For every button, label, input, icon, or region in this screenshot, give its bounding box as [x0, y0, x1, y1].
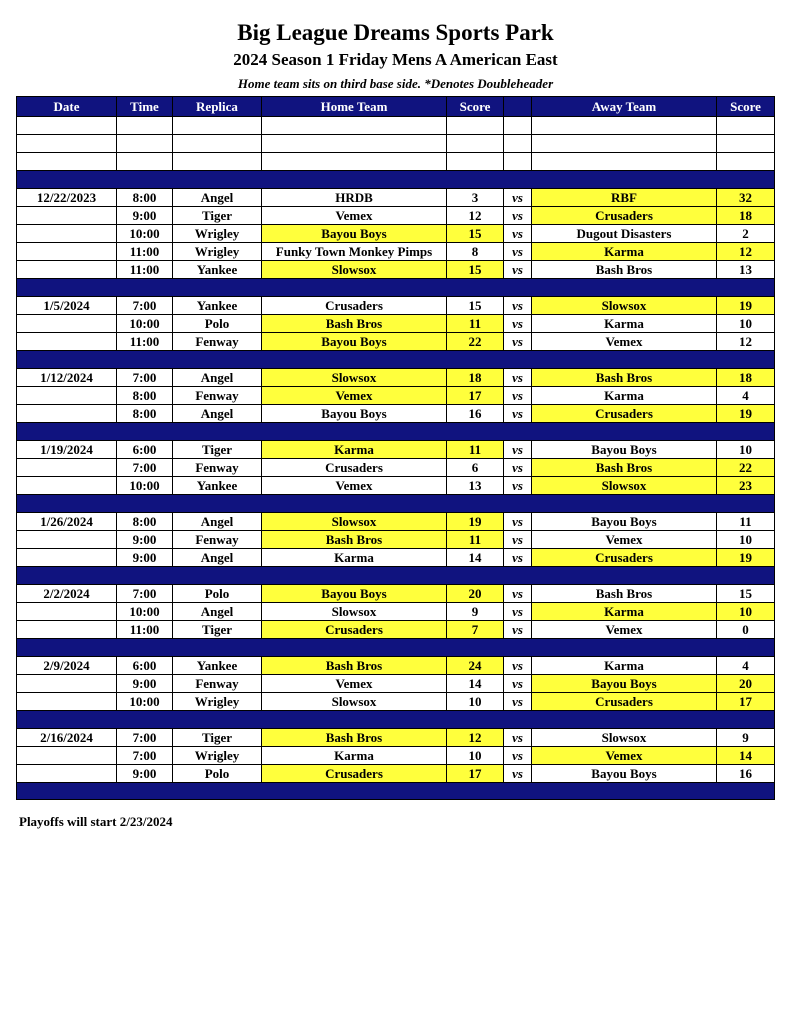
home-team: Bayou Boys — [262, 585, 447, 603]
home-team: Vemex — [262, 387, 447, 405]
home-team: Crusaders — [262, 765, 447, 783]
home-team: Bayou Boys — [262, 405, 447, 423]
game-replica: Fenway — [173, 531, 262, 549]
home-score: 11 — [447, 441, 504, 459]
away-team: Crusaders — [532, 405, 717, 423]
game-row — [17, 243, 775, 261]
home-score: 10 — [447, 693, 504, 711]
game-time: 9:00 — [117, 531, 173, 549]
game-replica: Polo — [173, 585, 262, 603]
home-score: 17 — [447, 387, 504, 405]
game-row — [17, 621, 775, 639]
away-team: Slowsox — [532, 477, 717, 495]
game-date — [17, 549, 117, 567]
vs-label: vs — [504, 765, 532, 783]
game-row — [17, 477, 775, 495]
vs-label: vs — [504, 315, 532, 333]
vs-label: vs — [504, 621, 532, 639]
vs-label: vs — [504, 549, 532, 567]
col-away-team-header: Away Team — [532, 97, 717, 117]
game-date — [17, 207, 117, 225]
game-row — [17, 657, 775, 675]
game-time: 7:00 — [117, 585, 173, 603]
vs-label: vs — [504, 261, 532, 279]
game-replica: Tiger — [173, 729, 262, 747]
away-score: 15 — [717, 585, 775, 603]
game-date — [17, 261, 117, 279]
away-score: 23 — [717, 477, 775, 495]
game-date — [17, 315, 117, 333]
home-score: 15 — [447, 225, 504, 243]
away-team: Bayou Boys — [532, 441, 717, 459]
game-row — [17, 693, 775, 711]
game-replica: Fenway — [173, 459, 262, 477]
game-row — [17, 387, 775, 405]
vs-label: vs — [504, 477, 532, 495]
home-score: 22 — [447, 333, 504, 351]
vs-label: vs — [504, 243, 532, 261]
home-team: Slowsox — [262, 693, 447, 711]
game-row — [17, 675, 775, 693]
game-date — [17, 225, 117, 243]
game-date: 2/9/2024 — [17, 657, 117, 675]
separator-bar — [17, 711, 775, 729]
game-date — [17, 531, 117, 549]
blank-row — [17, 117, 775, 135]
schedule-body — [17, 117, 775, 800]
vs-label: vs — [504, 207, 532, 225]
col-replica-header: Replica — [173, 97, 262, 117]
away-team: Bash Bros — [532, 585, 717, 603]
home-team: Bash Bros — [262, 657, 447, 675]
vs-label: vs — [504, 585, 532, 603]
game-time: 11:00 — [117, 261, 173, 279]
schedule-table — [16, 96, 775, 800]
col-away-score-header: Score — [717, 97, 775, 117]
home-score: 11 — [447, 531, 504, 549]
away-score: 13 — [717, 261, 775, 279]
game-row — [17, 531, 775, 549]
week-separator — [17, 567, 775, 585]
game-date: 12/22/2023 — [17, 189, 117, 207]
vs-label: vs — [504, 729, 532, 747]
game-row — [17, 765, 775, 783]
away-team: Dugout Disasters — [532, 225, 717, 243]
vs-label: vs — [504, 333, 532, 351]
game-row — [17, 747, 775, 765]
away-team: RBF — [532, 189, 717, 207]
vs-label: vs — [504, 657, 532, 675]
home-team: Bash Bros — [262, 315, 447, 333]
game-row — [17, 513, 775, 531]
home-team: Slowsox — [262, 369, 447, 387]
away-team: Crusaders — [532, 693, 717, 711]
game-date: 2/16/2024 — [17, 729, 117, 747]
home-team: Slowsox — [262, 261, 447, 279]
game-replica: Yankee — [173, 657, 262, 675]
blank-row — [17, 153, 775, 171]
away-team: Vemex — [532, 531, 717, 549]
game-date — [17, 459, 117, 477]
game-date — [17, 405, 117, 423]
home-team: Karma — [262, 549, 447, 567]
game-date — [17, 675, 117, 693]
home-score: 24 — [447, 657, 504, 675]
home-team: Bash Bros — [262, 729, 447, 747]
home-team: Vemex — [262, 477, 447, 495]
home-score: 10 — [447, 747, 504, 765]
home-score: 15 — [447, 261, 504, 279]
away-score: 0 — [717, 621, 775, 639]
away-score: 4 — [717, 657, 775, 675]
home-team: Crusaders — [262, 297, 447, 315]
week-separator — [17, 351, 775, 369]
week-separator — [17, 423, 775, 441]
away-team: Bash Bros — [532, 369, 717, 387]
game-row — [17, 207, 775, 225]
away-score: 2 — [717, 225, 775, 243]
home-score: 12 — [447, 729, 504, 747]
away-score: 10 — [717, 315, 775, 333]
game-replica: Tiger — [173, 207, 262, 225]
home-team: HRDB — [262, 189, 447, 207]
game-replica: Wrigley — [173, 225, 262, 243]
game-replica: Yankee — [173, 261, 262, 279]
vs-label: vs — [504, 189, 532, 207]
vs-label: vs — [504, 531, 532, 549]
game-row — [17, 297, 775, 315]
away-team: Slowsox — [532, 297, 717, 315]
game-row — [17, 441, 775, 459]
home-team: Vemex — [262, 675, 447, 693]
game-date: 2/2/2024 — [17, 585, 117, 603]
game-row — [17, 225, 775, 243]
week-separator — [17, 171, 775, 189]
game-date — [17, 765, 117, 783]
game-time: 7:00 — [117, 729, 173, 747]
game-replica: Angel — [173, 603, 262, 621]
game-time: 6:00 — [117, 657, 173, 675]
game-replica: Angel — [173, 549, 262, 567]
home-team: Funky Town Monkey Pimps — [262, 243, 447, 261]
game-row — [17, 585, 775, 603]
game-date — [17, 387, 117, 405]
away-score: 10 — [717, 531, 775, 549]
game-date: 1/12/2024 — [17, 369, 117, 387]
page-title: Big League Dreams Sports Park — [237, 20, 554, 45]
separator-bar — [17, 423, 775, 441]
game-date — [17, 693, 117, 711]
away-score: 10 — [717, 441, 775, 459]
home-team: Karma — [262, 747, 447, 765]
home-team: Slowsox — [262, 513, 447, 531]
away-team: Karma — [532, 657, 717, 675]
vs-label: vs — [504, 387, 532, 405]
col-time-header: Time — [117, 97, 173, 117]
col-vs-header — [504, 97, 532, 117]
game-time: 11:00 — [117, 621, 173, 639]
game-replica: Wrigley — [173, 243, 262, 261]
game-replica: Angel — [173, 405, 262, 423]
home-score: 3 — [447, 189, 504, 207]
col-date-header: Date — [17, 97, 117, 117]
game-time: 10:00 — [117, 603, 173, 621]
separator-bar — [17, 639, 775, 657]
game-row — [17, 729, 775, 747]
away-score: 4 — [717, 387, 775, 405]
game-row — [17, 333, 775, 351]
away-score: 19 — [717, 297, 775, 315]
away-score: 12 — [717, 243, 775, 261]
home-score: 7 — [447, 621, 504, 639]
vs-label: vs — [504, 747, 532, 765]
home-score: 13 — [447, 477, 504, 495]
game-replica: Angel — [173, 369, 262, 387]
away-score: 18 — [717, 369, 775, 387]
away-team: Karma — [532, 603, 717, 621]
away-score: 16 — [717, 765, 775, 783]
home-team: Vemex — [262, 207, 447, 225]
game-time: 9:00 — [117, 207, 173, 225]
home-team: Bayou Boys — [262, 225, 447, 243]
away-score: 11 — [717, 513, 775, 531]
away-team: Karma — [532, 387, 717, 405]
away-score: 19 — [717, 405, 775, 423]
game-time: 10:00 — [117, 477, 173, 495]
game-time: 7:00 — [117, 297, 173, 315]
home-team: Bash Bros — [262, 531, 447, 549]
game-time: 10:00 — [117, 225, 173, 243]
vs-label: vs — [504, 225, 532, 243]
away-score: 19 — [717, 549, 775, 567]
game-date — [17, 621, 117, 639]
page-subtitle: 2024 Season 1 Friday Mens A American East — [233, 50, 558, 69]
week-separator — [17, 783, 775, 800]
away-team: Karma — [532, 243, 717, 261]
away-score: 18 — [717, 207, 775, 225]
away-team: Bayou Boys — [532, 675, 717, 693]
vs-label: vs — [504, 459, 532, 477]
game-replica: Tiger — [173, 441, 262, 459]
game-replica: Polo — [173, 315, 262, 333]
header-row — [17, 97, 775, 117]
away-team: Crusaders — [532, 207, 717, 225]
game-time: 9:00 — [117, 549, 173, 567]
game-time: 10:00 — [117, 315, 173, 333]
game-time: 9:00 — [117, 675, 173, 693]
away-score: 12 — [717, 333, 775, 351]
game-date — [17, 477, 117, 495]
game-replica: Wrigley — [173, 747, 262, 765]
away-team: Vemex — [532, 747, 717, 765]
game-date — [17, 243, 117, 261]
away-score: 10 — [717, 603, 775, 621]
game-date — [17, 747, 117, 765]
separator-bar — [17, 351, 775, 369]
game-date: 1/5/2024 — [17, 297, 117, 315]
home-score: 16 — [447, 405, 504, 423]
game-row — [17, 261, 775, 279]
home-team: Karma — [262, 441, 447, 459]
separator-bar — [17, 171, 775, 189]
week-separator — [17, 495, 775, 513]
col-home-team-header: Home Team — [262, 97, 447, 117]
game-time: 7:00 — [117, 369, 173, 387]
game-date — [17, 603, 117, 621]
home-score: 15 — [447, 297, 504, 315]
away-score: 22 — [717, 459, 775, 477]
home-score: 20 — [447, 585, 504, 603]
week-separator — [17, 711, 775, 729]
home-team: Crusaders — [262, 459, 447, 477]
vs-label: vs — [504, 369, 532, 387]
home-score: 19 — [447, 513, 504, 531]
week-separator — [17, 279, 775, 297]
game-replica: Fenway — [173, 675, 262, 693]
away-team: Bayou Boys — [532, 513, 717, 531]
game-replica: Yankee — [173, 477, 262, 495]
home-score: 8 — [447, 243, 504, 261]
schedule-note: Home team sits on third base side. *Denotes Doubleheader — [237, 76, 554, 91]
game-time: 8:00 — [117, 189, 173, 207]
col-home-score-header: Score — [447, 97, 504, 117]
game-time: 11:00 — [117, 333, 173, 351]
separator-bar — [17, 279, 775, 297]
separator-bar — [17, 495, 775, 513]
home-score: 17 — [447, 765, 504, 783]
away-team: Vemex — [532, 621, 717, 639]
away-team: Karma — [532, 315, 717, 333]
vs-label: vs — [504, 675, 532, 693]
away-team: Bash Bros — [532, 261, 717, 279]
game-time: 8:00 — [117, 405, 173, 423]
game-replica: Angel — [173, 513, 262, 531]
game-time: 9:00 — [117, 765, 173, 783]
away-team: Vemex — [532, 333, 717, 351]
playoffs-note: Playoffs will start 2/23/2024 — [19, 814, 173, 829]
home-score: 12 — [447, 207, 504, 225]
away-team: Bash Bros — [532, 459, 717, 477]
home-score: 18 — [447, 369, 504, 387]
game-replica: Wrigley — [173, 693, 262, 711]
home-score: 11 — [447, 315, 504, 333]
away-score: 14 — [717, 747, 775, 765]
separator-bar — [17, 567, 775, 585]
game-row — [17, 459, 775, 477]
home-team: Slowsox — [262, 603, 447, 621]
home-score: 14 — [447, 549, 504, 567]
vs-label: vs — [504, 693, 532, 711]
game-time: 10:00 — [117, 693, 173, 711]
game-row — [17, 189, 775, 207]
game-replica: Angel — [173, 189, 262, 207]
home-score: 9 — [447, 603, 504, 621]
separator-bar — [17, 783, 775, 800]
game-time: 6:00 — [117, 441, 173, 459]
home-team: Crusaders — [262, 621, 447, 639]
game-replica: Yankee — [173, 297, 262, 315]
vs-label: vs — [504, 603, 532, 621]
blank-row — [17, 135, 775, 153]
away-team: Bayou Boys — [532, 765, 717, 783]
game-date: 1/26/2024 — [17, 513, 117, 531]
away-score: 20 — [717, 675, 775, 693]
game-row — [17, 405, 775, 423]
game-time: 8:00 — [117, 513, 173, 531]
away-score: 17 — [717, 693, 775, 711]
vs-label: vs — [504, 297, 532, 315]
away-score: 9 — [717, 729, 775, 747]
home-team: Bayou Boys — [262, 333, 447, 351]
game-replica: Polo — [173, 765, 262, 783]
game-row — [17, 369, 775, 387]
away-team: Slowsox — [532, 729, 717, 747]
home-score: 14 — [447, 675, 504, 693]
game-row — [17, 549, 775, 567]
away-score: 32 — [717, 189, 775, 207]
game-time: 11:00 — [117, 243, 173, 261]
game-replica: Fenway — [173, 333, 262, 351]
game-date: 1/19/2024 — [17, 441, 117, 459]
away-team: Crusaders — [532, 549, 717, 567]
week-separator — [17, 639, 775, 657]
game-date — [17, 333, 117, 351]
vs-label: vs — [504, 441, 532, 459]
game-time: 8:00 — [117, 387, 173, 405]
vs-label: vs — [504, 513, 532, 531]
game-time: 7:00 — [117, 747, 173, 765]
game-row — [17, 603, 775, 621]
game-time: 7:00 — [117, 459, 173, 477]
game-replica: Fenway — [173, 387, 262, 405]
vs-label: vs — [504, 405, 532, 423]
game-row — [17, 315, 775, 333]
home-score: 6 — [447, 459, 504, 477]
game-replica: Tiger — [173, 621, 262, 639]
